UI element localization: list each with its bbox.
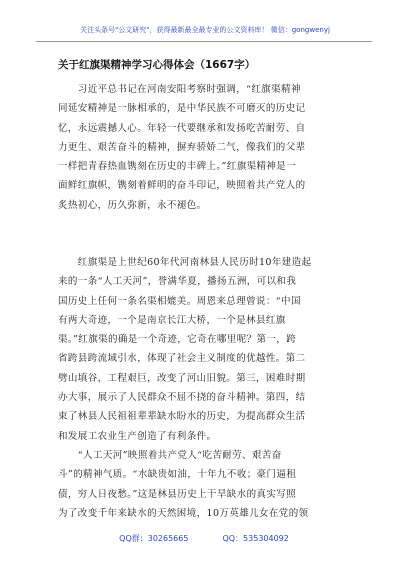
text-line: 同延安精神是一脉相承的，是中华民族不可磨灭的历史记 <box>58 103 306 115</box>
paragraph <box>58 80 350 215</box>
text-line: 红旗渠是上世纪60年代河南林县人民历时10年建造起 <box>58 257 312 268</box>
text-line: 和发展工农业生产创造了有利条件。 <box>58 430 217 442</box>
header-divider <box>36 41 372 42</box>
text-line: 习近平总书记在河南安阳考察时强调，“红旗渠精神 <box>58 84 301 95</box>
text-line: 办大事，展示了人民群众不屈不挠的奋斗精神。第四，结 <box>58 392 306 404</box>
page-header: 关注头条号"公文研究"，获得最新最全最专业的公文资料库！ 微信：gongwenyj <box>80 26 330 34</box>
text-line: 斗”的精神气质。“水缺贵如油，十年九不收；豪门逼租 <box>58 469 297 481</box>
page-footer <box>0 533 408 545</box>
document-title: 关于红旗渠精神学习心得体会（1667字） <box>58 59 256 71</box>
footer-qq-group: QQ群：30265665 <box>119 534 189 543</box>
paragraph <box>58 253 350 446</box>
text-line: 面鲜红旗帜，镌刻着鲜明的奋斗印记，映照着共产党人的 <box>58 180 306 192</box>
text-line: 省跨县跨流域引水，体现了社会主义制度的优越性。第二 <box>58 353 306 365</box>
text-line: 有两大奇迹，一个是南京长江大桥，一个是林县红旗 <box>58 314 286 326</box>
text-line: 为了改变千年来缺水的天然困境，10万英雄儿女在党的领 <box>58 507 309 519</box>
text-line: 国历史上任何一条名渠相媲美。周恩来总理曾说：“中国 <box>58 295 301 307</box>
text-line: 来的一条“人工天河”，誉满华夏，播扬五洲，可以和我 <box>58 276 297 288</box>
text-line: 束了林县人民祖祖辈辈缺水盼水的历史，为提高群众生活 <box>58 411 306 423</box>
text-line: 渠。”红旗渠的确是一个奇迹，它奇在哪里呢？第一，跨 <box>58 334 297 346</box>
text-line: 忆，永远震撼人心。年轻一代要继承和发扬吃苦耐劳、自 <box>58 122 306 134</box>
text-line: 炙热初心，历久弥新，永不褪色。 <box>58 199 207 211</box>
text-line: 劈山填谷，工程艰巨，改变了河山旧貌。第三，困难时期 <box>58 372 306 384</box>
footer-qq-number: QQ：535304092 <box>222 534 289 543</box>
text-line: 一样把青春热血镌刻在历史的丰碑上。”红旗渠精神是一 <box>58 161 297 173</box>
paragraph <box>58 446 350 523</box>
text-line: 债，穷人日夜愁。”这是林县历史上干旱缺水的真实写照 <box>58 488 297 500</box>
text-line: 力更生、艰苦奋斗的精神，摒弃骄娇二气，像我们的父辈 <box>58 141 306 153</box>
text-line: “人工天河”映照着共产党人“吃苦耐劳、艰苦奋 <box>58 450 282 461</box>
